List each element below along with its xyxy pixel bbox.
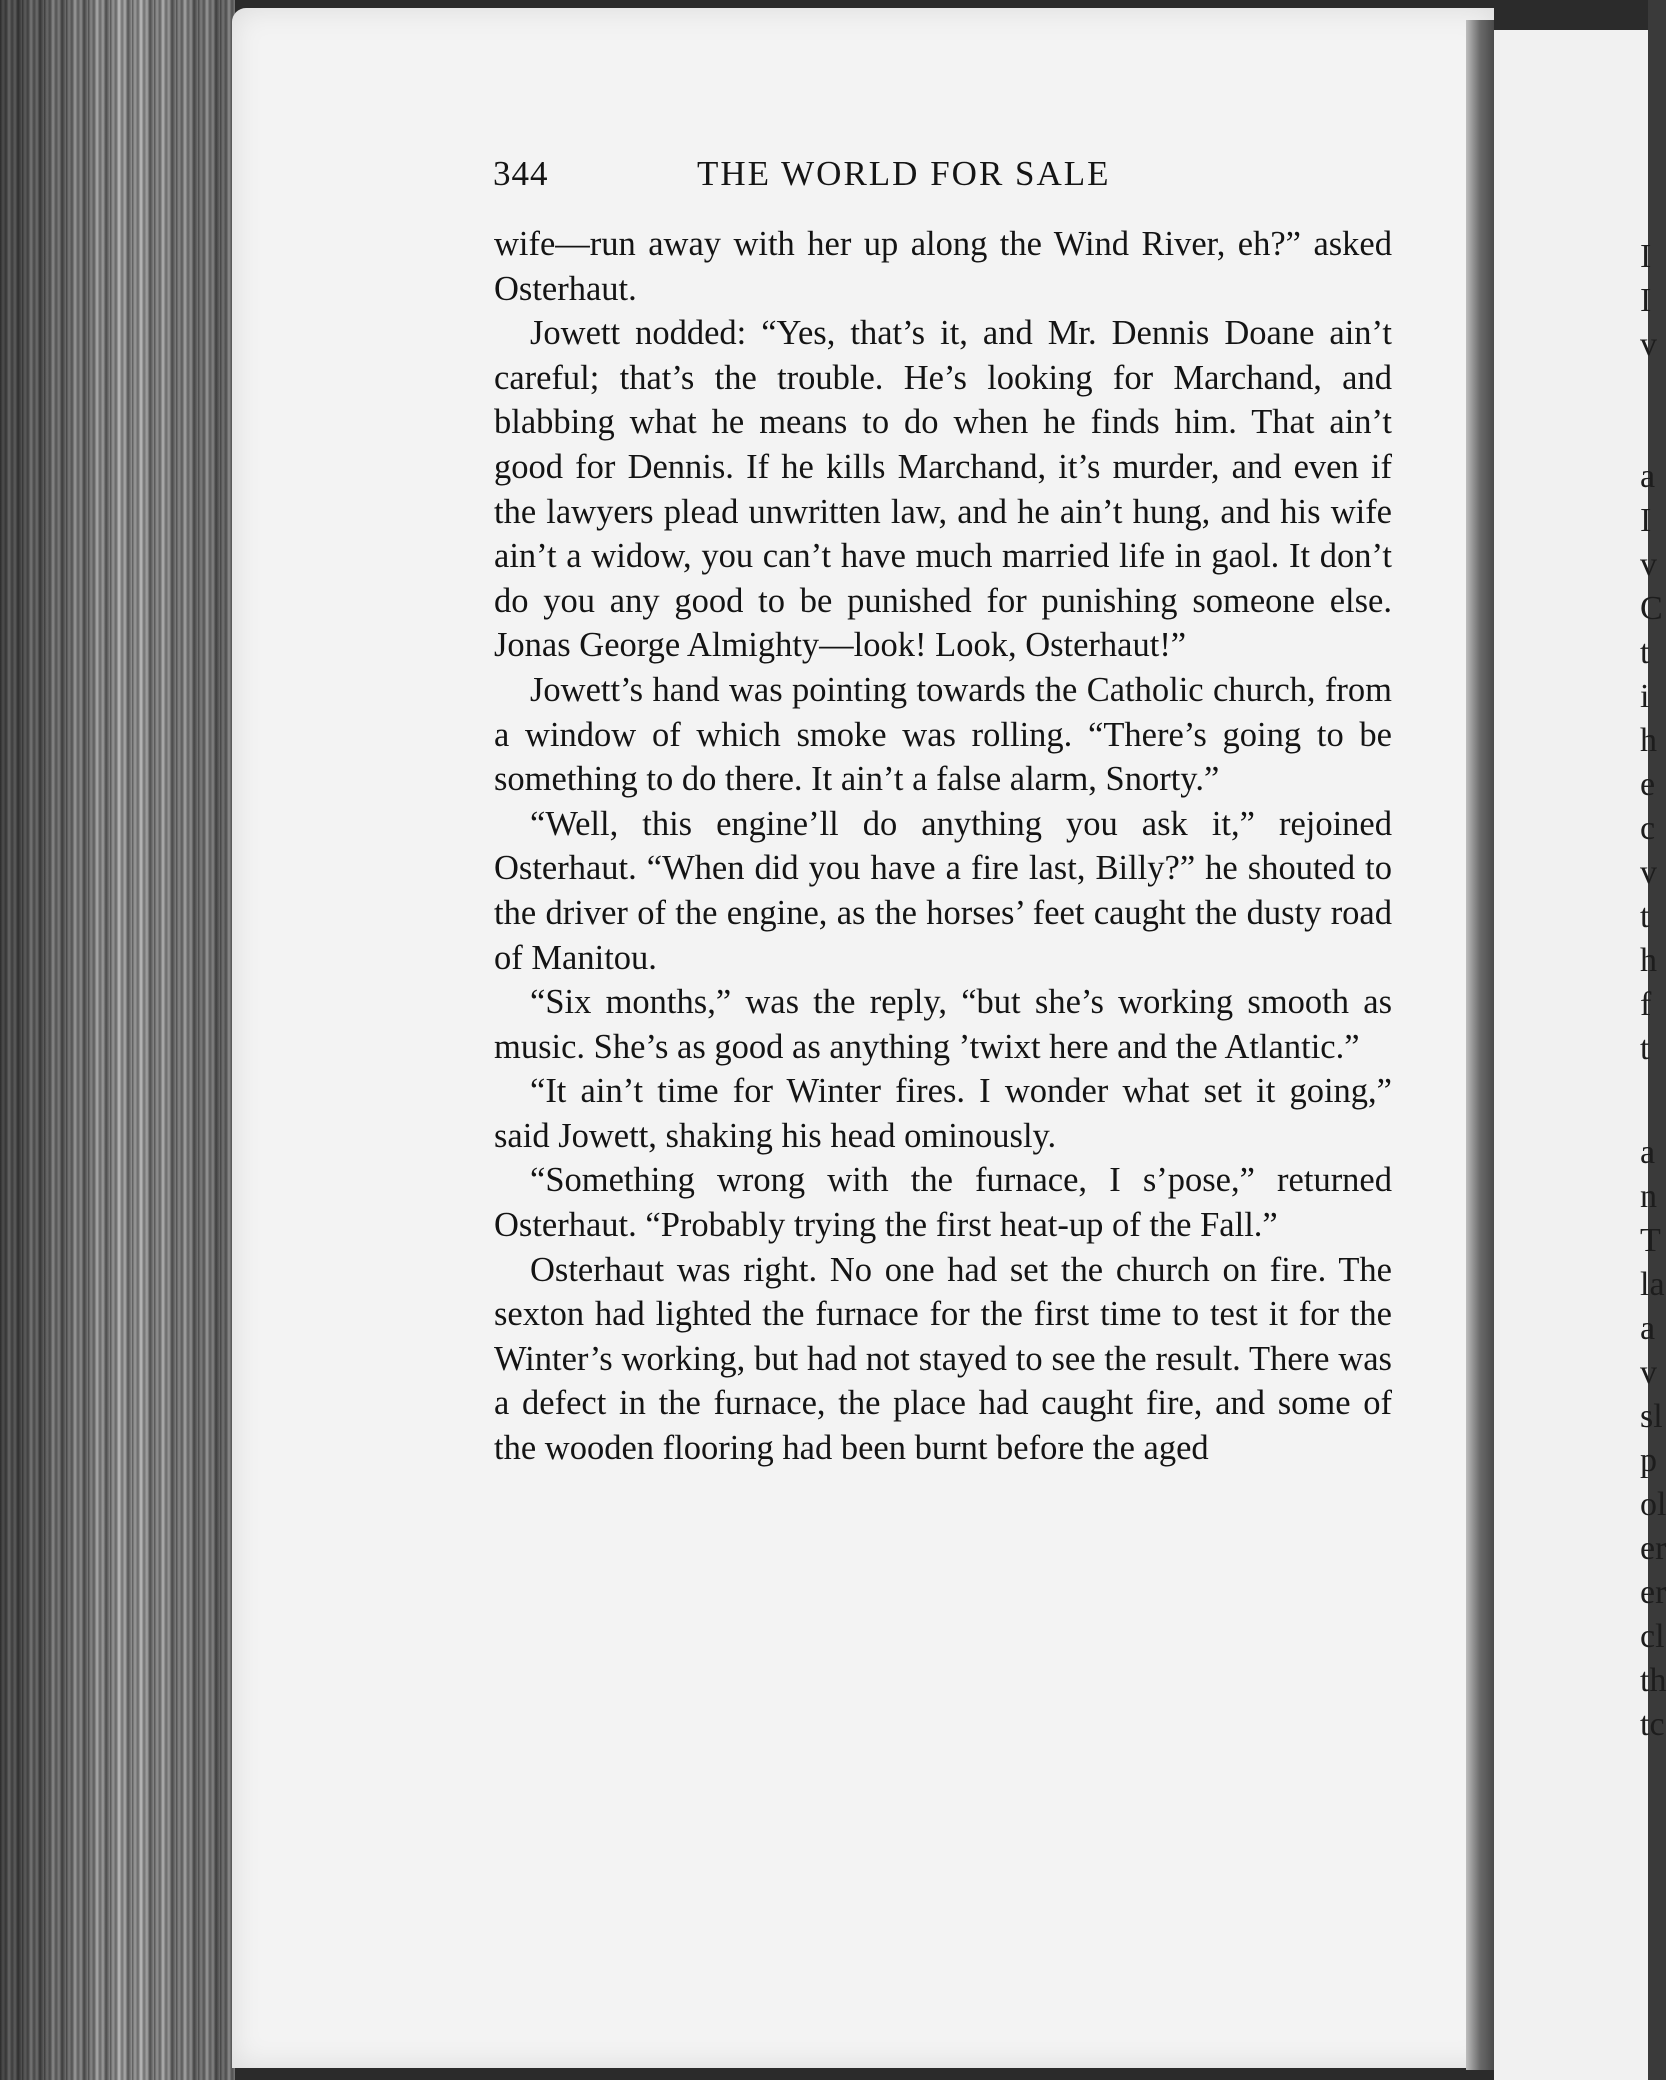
facing-page-fragment: a bbox=[1640, 1134, 1656, 1171]
facing-page-fragment: ol bbox=[1640, 1486, 1666, 1523]
paragraph: “Something wrong with the furnace, I s’pose,” returned Osterhaut. “Probably trying the first heat-up of the Fall.” bbox=[494, 1161, 1392, 1245]
facing-page-fragment: sl bbox=[1640, 1398, 1663, 1435]
book-gutter bbox=[1466, 20, 1494, 2070]
facing-page-fragment: t bbox=[1640, 1030, 1650, 1067]
facing-page-fragment: t bbox=[1640, 634, 1650, 671]
facing-page-fragment: i bbox=[1640, 678, 1650, 715]
facing-page-fragment: a bbox=[1640, 458, 1656, 495]
facing-page-fragment: n bbox=[1640, 1178, 1657, 1215]
facing-page-fragment: v bbox=[1640, 326, 1657, 363]
facing-page-fragment: er bbox=[1640, 1530, 1666, 1567]
paragraph: wife—run away with her up along the Wind River, eh?” asked Osterhaut. bbox=[494, 225, 1392, 308]
paragraph: Jowett’s hand was pointing towards the Catholic church, from a window of which smoke was rolling. “There’s going to be something to do there. It ain’t a false alarm, Snorty.” bbox=[494, 670, 1392, 799]
paragraph: Osterhaut was right. No one had set the church on fire. The sexton had lighted the furnace for the first time to test it for the Winter’s working, but had not stayed to see the result. There was a defect in the furnace, the place had caught fire, and some of the wooden flooring had been burnt before the aged bbox=[494, 1250, 1392, 1468]
paragraph: “It ain’t time for Winter fires. I wonder what set it going,” said Jowett, shaking his head ominously. bbox=[494, 1072, 1392, 1155]
facing-page-fragment: I bbox=[1640, 282, 1652, 319]
running-title: THE WORLD FOR SALE bbox=[697, 154, 1111, 193]
facing-page-fragment: I bbox=[1640, 502, 1652, 539]
facing-page-fragment: t bbox=[1640, 898, 1650, 935]
facing-page-fragment: v bbox=[1640, 854, 1657, 891]
body-text bbox=[494, 222, 1392, 1471]
facing-page-fragment: c bbox=[1640, 810, 1656, 847]
facing-page-fragment: I bbox=[1640, 238, 1652, 275]
facing-page-fragment: C bbox=[1640, 590, 1663, 627]
facing-page bbox=[1494, 30, 1648, 2080]
facing-page-fragment: p bbox=[1640, 1442, 1657, 1479]
facing-page-fragment: er bbox=[1640, 1574, 1666, 1611]
facing-page-fragment: v bbox=[1640, 546, 1657, 583]
facing-page-fragment: la bbox=[1640, 1266, 1665, 1303]
facing-page-fragment: th bbox=[1640, 1662, 1666, 1699]
facing-page-fragment: cl bbox=[1640, 1618, 1665, 1655]
page-edges bbox=[0, 0, 235, 2080]
paragraph: “Well, this engine’ll do anything you ask it,” rejoined Osterhaut. “When did you have a fire last, Billy?” he shouted to the driver of the engine, as the horses’ feet caught the dusty road of Manitou. bbox=[494, 804, 1392, 977]
facing-page-fragment: a bbox=[1640, 1310, 1656, 1347]
facing-page-fragment: e bbox=[1640, 766, 1656, 803]
paragraph: Jowett nodded: “Yes, that’s it, and Mr. Dennis Doane ain’t careful; that’s the trouble. He’s looking for Marchand, and blabbing what he means to do when he finds him. That ain’t good for Dennis. If he kills Marchand, it’s murder, and even if the lawyers plead unwritten law, and he ain’t hung, and his wife ain’t a widow, you can’t have much married life in gaol. It don’t do you any good to be punished for punishing someone else. Jonas George Almighty—look! Look, Osterhaut!” bbox=[494, 314, 1392, 665]
paragraph: “Six months,” was the reply, “but she’s working smooth as music. She’s as good as anything ’twixt here and the Atlantic.” bbox=[494, 983, 1392, 1066]
facing-page-fragment: tc bbox=[1640, 1706, 1665, 1743]
page-number: 344 bbox=[493, 154, 549, 193]
facing-page-fragment: f bbox=[1640, 986, 1652, 1023]
running-header bbox=[493, 154, 1193, 204]
facing-page-fragment: T bbox=[1640, 1222, 1661, 1259]
facing-page-fragment: h bbox=[1640, 722, 1657, 759]
facing-page-fragment: v bbox=[1640, 1354, 1657, 1391]
facing-page-fragment: h bbox=[1640, 942, 1657, 979]
